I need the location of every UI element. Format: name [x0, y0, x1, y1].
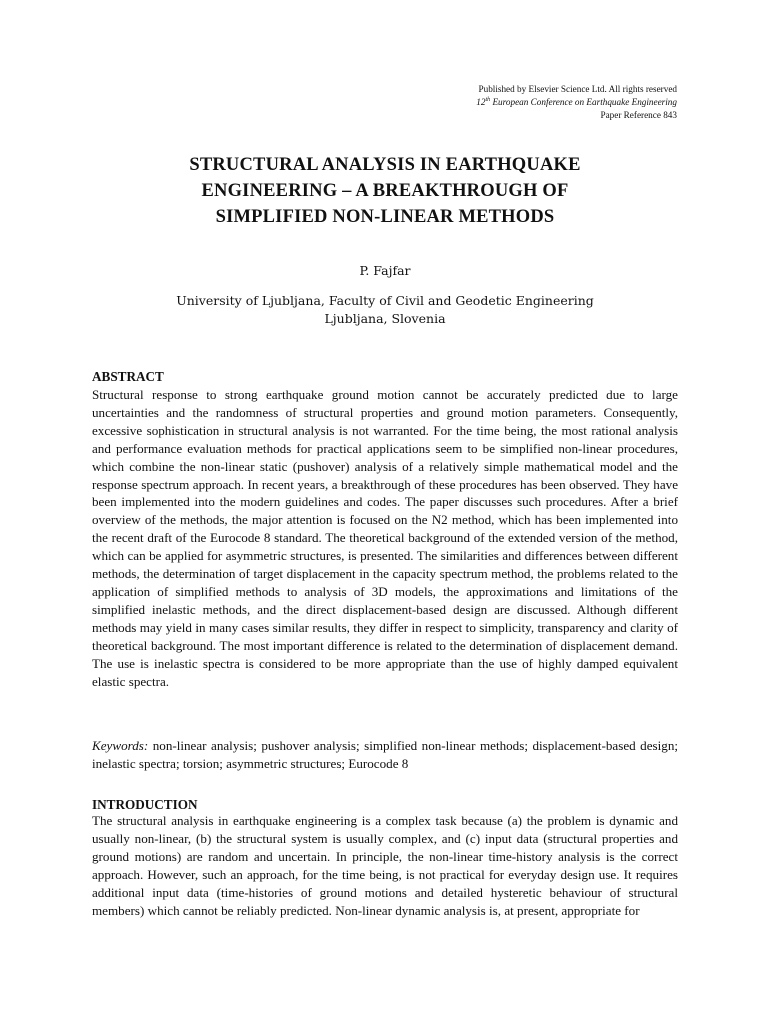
introduction-heading: INTRODUCTION	[92, 797, 198, 812]
author-name: P. Fajfar	[359, 263, 411, 278]
affiliation	[92, 292, 678, 328]
conference-number: 12	[476, 97, 486, 107]
publication-info	[476, 83, 677, 122]
paper-title	[92, 152, 678, 230]
title-line-3: SIMPLIFIED NON-LINEAR METHODS	[215, 207, 555, 227]
title-line-1: STRUCTURAL ANALYSIS IN EARTHQUAKE	[189, 155, 581, 175]
abstract-heading: ABSTRACT	[92, 369, 164, 384]
affiliation-line-2: Ljubljana, Slovenia	[324, 311, 446, 326]
conference-number-suffix: th	[485, 96, 491, 103]
keywords-paragraph	[92, 737, 678, 773]
conference-name: European Conference on Earthquake Engineering	[490, 97, 677, 107]
affiliation-line-1: University of Ljubljana, Faculty of Civil and Geodetic Engineering	[176, 293, 594, 308]
abstract-paragraph: Structural response to strong earthquake ground motion cannot be accurately predicted due to large uncertainties and the randomness of structural properties and ground motion parameters. Consequently, excessive sophistication in structural analysis is not warranted. For the time being, the most rational analysis and performance evaluation methods for practical applications seem to be simplified non-linear procedures, which combine the non-linear static (pushover) analysis of a relatively simple mathematical model and the response spectrum approach. In recent years, a breakthrough of these procedures has been observed. They have been implemented into the modern guidelines and codes. The paper discusses such procedures. After a brief overview of the methods, the major attention is focused on the N2 method, which has been implemented into the recent draft of the Eurocode 8 standard. The theoretical background of the extended version of the method, which can be applied for asymmetric structures, is presented. The similarities and differences between different methods, the determination of target displacement in the capacity spectrum method, the problems related to the application of simplified methods to analysis of 3D models, the approximations and limitations of the simplified inelastic methods, and the direct displacement-based design are discussed. Although different methods may yield in many cases similar results, they differ in respect to simplicity, transparency and clarity of theoretical background. The most important difference is related to the determination of displacement demand. The use is inelastic spectra is considered to be more appropriate than the use of highly damped equivalent elastic spectra.	[92, 387, 678, 689]
keywords-list: non-linear analysis; pushover analysis; simplified non-linear methods; displacement-based design; inelastic spectra; torsion; asymmetric structures; Eurocode 8	[92, 738, 678, 771]
title-line-2: ENGINEERING – A BREAKTHROUGH OF	[201, 181, 569, 201]
publisher-line: Published by Elsevier Science Ltd. All rights reserved	[478, 84, 677, 94]
paper-reference: Paper Reference 843	[600, 110, 677, 120]
keywords-label: Keywords:	[92, 738, 149, 753]
conference-line	[476, 96, 677, 109]
introduction-paragraph: The structural analysis in earthquake engineering is a complex task because (a) the problem is dynamic and usually non-linear, (b) the structural system is usually complex, and (c) input data (structural properties and ground motions) are random and uncertain. In principle, the non-linear time-history analysis is the correct approach. However, such an approach, for the time being, is not practical for everyday design use. It requires additional input data (time-histories of ground motions and detailed hysteretic behaviour of structural members) which cannot be reliably predicted. Non-linear dynamic analysis is, at present, appropriate for	[92, 813, 678, 918]
